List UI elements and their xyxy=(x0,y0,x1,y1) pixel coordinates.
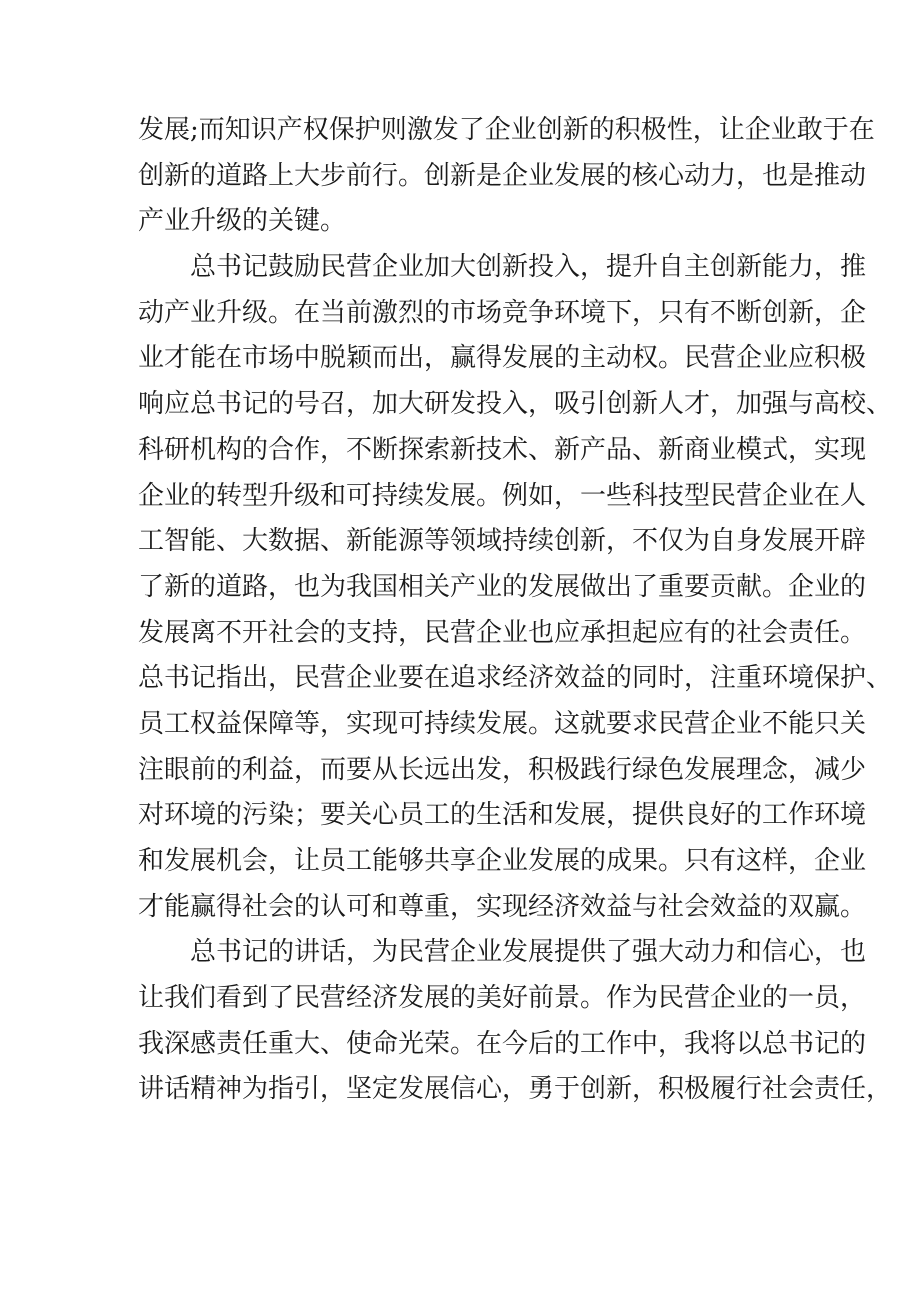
text-line: 了新的道路，也为我国相关产业的发展做出了重要贡献。企业的 xyxy=(138,571,867,602)
text-line: 业才能在市场中脱颖而出，赢得发展的主动权。民营企业应积极 xyxy=(138,343,867,374)
text-line: 讲话精神为指引，坚定发展信心，勇于创新，积极履行社会责任， xyxy=(138,1074,893,1105)
text-line: 我深感责任重大、使命光荣。在今后的工作中，我将以总书记的 xyxy=(138,1028,867,1059)
text-line: 动产业升级。在当前激烈的市场竞争环境下，只有不断创新，企 xyxy=(138,297,867,328)
text-line: 企业的转型升级和可持续发展。例如，一些科技型民营企业在人 xyxy=(138,480,867,511)
text-line: 总书记鼓励民营企业加大创新投入，提升自主创新能力，推 xyxy=(190,252,867,283)
text-line: 响应总书记的号召，加大研发投入，吸引创新人才，加强与高校、 xyxy=(138,389,893,420)
text-line: 总书记的讲话，为民营企业发展提供了强大动力和信心，也 xyxy=(190,937,867,968)
text-line: 对环境的污染；要关心员工的生活和发展，提供良好的工作环境 xyxy=(138,800,867,831)
paragraph-3 xyxy=(138,930,893,1113)
text-line: 科研机构的合作，不断探索新技术、新产品、新商业模式，实现 xyxy=(138,434,867,465)
text-line: 才能赢得社会的认可和尊重，实现经济效益与社会效益的双赢。 xyxy=(138,891,867,922)
text-line: 发展离不开社会的支持，民营企业也应承担起应有的社会责任。 xyxy=(138,617,867,648)
text-line: 和发展机会，让员工能够共享企业发展的成果。只有这样，企业 xyxy=(138,846,867,876)
text-line: 发展;而知识产权保护则激发了企业创新的积极性，让企业敢于在 xyxy=(138,115,875,145)
text-line: 员工权益保障等，实现可持续发展。这就要求民营企业不能只关 xyxy=(138,708,867,739)
paragraph-2 xyxy=(138,245,893,930)
paragraph-1 xyxy=(138,108,875,245)
text-line: 让我们看到了民营经济发展的美好前景。作为民营企业的一员， xyxy=(138,983,867,1014)
text-line: 创新的道路上大步前行。创新是企业发展的核心动力，也是推动 xyxy=(138,160,867,191)
text-line: 工智能、大数据、新能源等领域持续创新，不仅为自身发展开辟 xyxy=(138,526,867,557)
text-line: 注眼前的利益，而要从长远出发，积极践行绿色发展理念，减少 xyxy=(138,754,867,785)
document-body xyxy=(138,108,893,1113)
text-line: 总书记指出，民营企业要在追求经济效益的同时，注重环境保护、 xyxy=(138,663,893,694)
text-line: 产业升级的关键。 xyxy=(138,206,347,237)
